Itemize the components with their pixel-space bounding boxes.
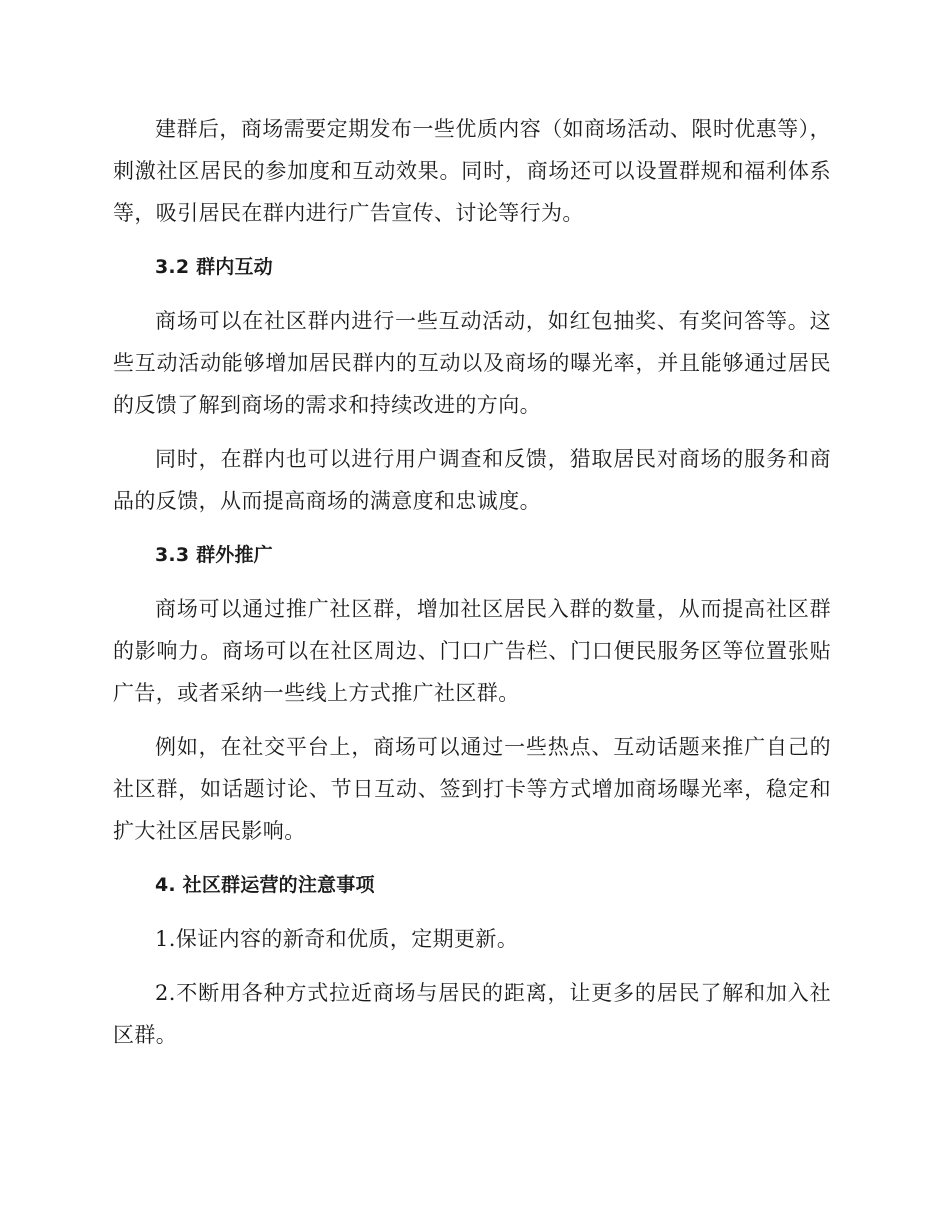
paragraph-user-survey: 同时，在群内也可以进行用户调查和反馈，猎取居民对商场的服务和商品的反馈，从而提高商场的满意度和忠诚度。 [113,447,831,513]
heading-4-operation-notes: 4. 社区群运营的注意事项 [155,874,375,896]
paragraph-social-platform-example: 例如，在社交平台上，商场可以通过一些热点、互动话题来推广自己的社区群，如话题讨论、节日互动、签到打卡等方式增加商场曝光率，稳定和扩大社区居民影响。 [113,735,831,843]
heading-3-2-in-group-interaction: 3.2 群内互动 [155,256,273,278]
paragraph-group-content: 建群后，商场需要定期发布一些优质内容（如商场活动、限时优惠等），刺激社区居民的参加度和互动效果。同时，商场还可以设置群规和福利体系等，吸引居民在群内进行广告宣传、讨论等行为。 [113,117,831,225]
paragraph-interaction-activities: 商场可以在社区群内进行一些互动活动，如红包抽奖、有奖问答等。这些互动活动能够增加居民群内的互动以及商场的曝光率，并且能够通过居民的反馈了解到商场的需求和持续改进的方向。 [113,309,831,417]
paragraph-promotion-methods: 商场可以通过推广社区群，增加社区居民入群的数量，从而提高社区群的影响力。商场可以在社区周边、门口广告栏、门口便民服务区等位置张贴广告，或者采纳一些线上方式推广社区群。 [113,597,831,705]
heading-3-3-external-promotion: 3.3 群外推广 [155,544,273,566]
list-item-note-2: 2.不断用各种方式拉近商场与居民的距离，让更多的居民了解和加入社区群。 [113,981,831,1047]
list-item-note-1: 1.保证内容的新奇和优质，定期更新。 [155,927,519,951]
document-body [113,108,831,1068]
